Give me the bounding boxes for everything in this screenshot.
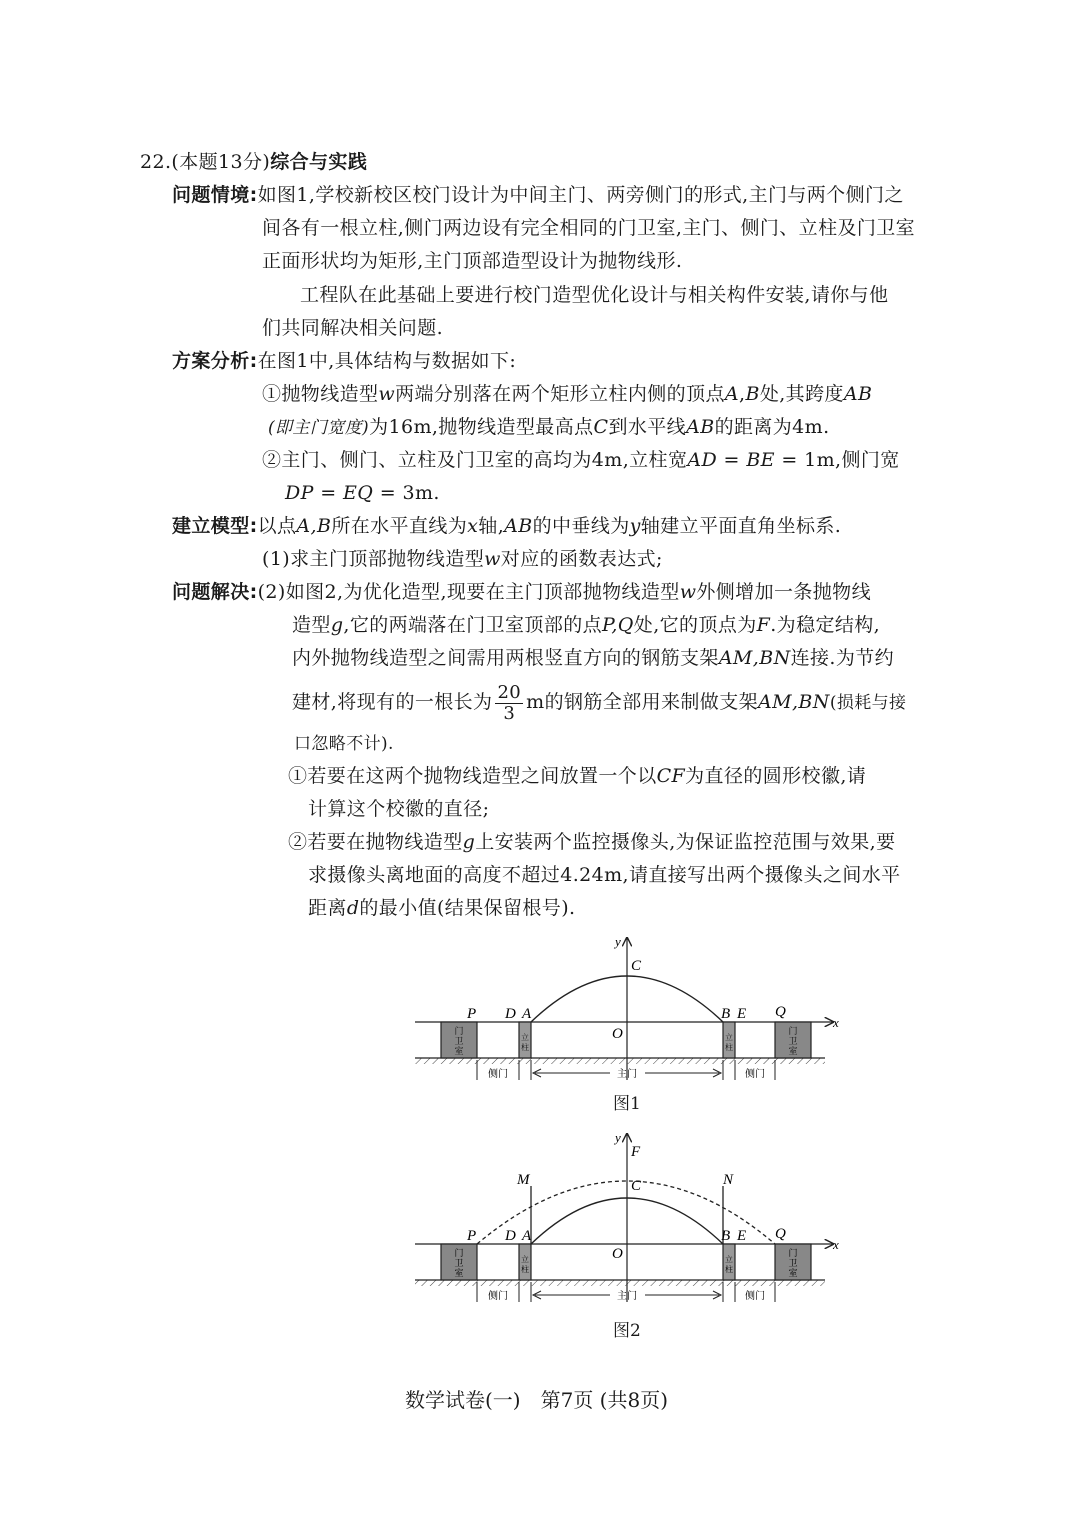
label-F: F [631,1144,641,1160]
solve-text: 造型 [292,614,331,636]
guard-right-label-1: 门 [788,1026,798,1036]
math-symbol: AM,BN [758,691,830,713]
situation-line-2 [262,214,915,242]
pillar-right-label-2: 柱 [725,1043,733,1052]
fraction-numerator: 20 [497,681,522,703]
solve-text: (损耗与接 [829,693,907,713]
analysis-text: = 1m,侧门宽 [774,449,900,471]
analysis-text: = 3m. [373,482,440,504]
label-D: D [505,1006,516,1022]
label-A: A [522,1006,532,1022]
situation-line-4 [300,281,888,309]
guard-left-label-2: 卫 [454,1036,464,1046]
solve-text: 建材,将现有的一根长为 [292,691,493,713]
solve-line-4 [292,682,906,724]
pillar-right-label-2: 柱 [725,1265,733,1274]
analysis-text: 处,其跨度 [759,383,844,405]
main-gate-label: 主门 [617,1291,637,1302]
solve-text: 连接.为节约 [790,647,895,669]
analysis-text: 两端分别落在两个矩形立柱内侧的顶点 [395,383,725,405]
guard-left-label-2: 卫 [454,1258,464,1268]
sub-question-text: 距离 [308,897,347,919]
solve-line-3 [292,644,894,672]
sub-question-text: 上安装两个监控摄像头,为保证监控范围与效果,要 [475,831,896,853]
math-symbol: g [330,614,344,636]
situation-text-5: 们共同解决相关问题. [262,317,444,339]
sub-question-text: 求摄像头离地面的高度不超过4.24m,请直接写出两个摄像头之间水平 [308,864,901,886]
math-symbol: g [462,831,476,853]
model-text: 轴建立平面直角坐标系. [640,515,842,537]
figure-1-diagram [405,930,855,1100]
solve-text: 内外抛物线造型之间需用两根竖直方向的钢筋支架 [292,647,719,669]
label-B: B [721,1006,731,1022]
side-gate-left-label: 侧门 [488,1069,508,1080]
guard-left-label-1: 门 [454,1026,464,1036]
label-y: y [615,1130,621,1145]
problem-number: 22. [140,151,172,173]
sub-question-text: 的最小值(结果保留根号). [359,897,576,919]
math-symbol: C [593,416,609,438]
label-C: C [631,1178,642,1194]
pillar-left-label-2: 柱 [521,1043,529,1052]
sub-question-2-line-2 [308,861,901,889]
math-symbol: CF [656,765,686,787]
figure-1-caption: 图1 [613,1094,641,1114]
solve-text: ,它的两端落在门卫室顶部的点 [343,614,603,636]
math-expression: DP = EQ [285,482,374,504]
math-symbol: F [756,614,771,636]
solve-text: (2)如图2,为优化造型,现要在主门顶部抛物线造型 [257,581,680,603]
solve-line-5 [294,730,394,758]
page-footer: 数学试卷(一) 第7页 (共8页) [405,1388,669,1412]
situation-line-5 [262,314,443,342]
label-A: A [522,1228,532,1244]
problem-title: 综合与实践 [270,151,368,173]
math-symbol: w [679,581,697,603]
guard-right-label-3: 室 [788,1268,798,1278]
pillar-left-label-1: 立 [521,1255,529,1264]
guard-right-label-3: 室 [788,1046,798,1056]
guard-right-label-2: 卫 [788,1258,798,1268]
math-symbol: B [745,383,760,405]
guard-left-label-1: 门 [454,1248,464,1258]
situation-text-4: 工程队在此基础上要进行校门造型优化设计与相关构件安装,请你与他 [300,284,889,306]
model-text: 以点 [257,515,297,537]
solve-text: 口忽略不计). [294,734,394,754]
label-x: x [833,1237,839,1252]
label-O: O [612,1026,623,1042]
math-symbol: AB [504,515,533,537]
question-1-line [262,545,663,573]
model-text: 的中垂线为 [532,515,630,537]
situation-line-3 [262,247,682,275]
pillar-left-label-2: 柱 [521,1265,529,1274]
math-symbol: y [629,515,641,537]
math-symbol: P,Q [602,614,634,636]
analysis-item-1-line-1 [262,380,872,408]
analysis-text: 的距离为4m. [714,416,830,438]
model-line [172,512,841,540]
pillar-left-label-1: 立 [521,1033,529,1042]
math-symbol: w [484,548,501,570]
fraction [495,683,523,724]
label-Q: Q [775,1004,786,1020]
situation-text-3: 正面形状均为矩形,主门顶部造型设计为抛物线形. [262,250,683,272]
model-text: 所在水平直线为 [331,515,468,537]
label-E: E [737,1228,747,1244]
label-N: N [723,1172,734,1188]
analysis-text: ②主门、侧门、立柱及门卫室的高均为4m,立柱宽 [262,449,688,471]
main-gate-label: 主门 [617,1069,637,1080]
label-E: E [737,1006,747,1022]
analysis-item-1-line-2 [268,413,830,442]
analysis-text: 到水平线 [608,416,687,438]
sub-question-1-line-1 [288,762,866,790]
math-symbol: AB [686,416,715,438]
model-text: 轴, [478,515,505,537]
sub-question-text: 为直径的圆形校徽,请 [685,765,867,787]
side-gate-right-label: 侧门 [745,1069,765,1080]
sub-question-text: ②若要在抛物线造型 [288,831,463,853]
analysis-intro: 在图1中,具体结构与数据如下: [257,350,517,372]
analysis-item-2-line-1 [262,446,900,474]
side-gate-left-label: 侧门 [488,1291,508,1302]
math-symbol: AM,BN [718,647,791,669]
label-P: P [467,1228,477,1244]
label-P: P [467,1006,477,1022]
math-symbol: A,B [296,515,332,537]
situation-line-1 [172,181,904,209]
problem-score: (本题13分) [171,151,271,173]
guard-right-label-2: 卫 [788,1036,798,1046]
solve-label: 问题解决: [172,581,258,603]
label-O: O [612,1246,623,1262]
label-x: x [833,1015,839,1030]
analysis-item-2-line-2 [285,479,440,507]
situation-text-2: 间各有一根立柱,侧门两边设有完全相同的门卫室,主门、侧门、立柱及门卫室 [262,217,916,239]
pillar-right-label-1: 立 [725,1033,733,1042]
analysis-text: ①抛物线造型 [262,383,379,405]
math-symbol: w [378,383,396,405]
label-Q: Q [775,1226,786,1242]
math-symbol: AB [843,383,873,405]
label-C: C [631,958,642,974]
guard-right-label-1: 门 [788,1248,798,1258]
question-1-text: 对应的函数表达式; [500,548,663,570]
situation-label: 问题情境: [172,184,258,206]
guard-left-label-3: 室 [454,1046,464,1056]
problem-header [140,148,367,176]
solve-line-2 [292,611,880,639]
label-D: D [505,1228,516,1244]
solve-text: m的钢筋全部用来制做支架 [526,691,758,713]
figure-2-diagram [405,1124,855,1314]
solve-text: .为稳定结构, [770,614,881,636]
sub-question-2-line-3 [308,894,575,922]
side-gate-right-label: 侧门 [745,1291,765,1302]
solve-line-1 [172,578,871,606]
question-1-text: (1)求主门顶部抛物线造型 [262,548,485,570]
model-label: 建立模型: [172,515,258,537]
solve-text: 外侧增加一条抛物线 [696,581,871,603]
label-B: B [721,1228,731,1244]
sub-question-2-line-1 [288,828,895,856]
math-symbol: x [467,515,479,537]
math-symbol: A [724,383,740,405]
label-M: M [517,1172,530,1188]
analysis-label: 方案分析: [172,350,258,372]
sub-question-text: 计算这个校徽的直径; [308,798,490,820]
fraction-denominator: 3 [503,702,516,724]
sub-question-text: ①若要在这两个抛物线造型之间放置一个以 [288,765,657,787]
math-symbol: d [346,897,360,919]
guard-left-label-3: 室 [454,1268,464,1278]
analysis-text: (即主门宽度) [268,418,370,438]
solve-text: 处,它的顶点为 [633,614,757,636]
analysis-intro-line [172,347,516,375]
sub-question-1-line-2 [308,795,489,823]
analysis-text: 为16m,抛物线造型最高点 [369,416,594,438]
label-y: y [615,934,621,949]
figure-2-caption: 图2 [613,1321,641,1341]
math-expression: AD = BE [687,449,775,471]
analysis-text: , [739,383,746,405]
pillar-right-label-1: 立 [725,1255,733,1264]
situation-text-1: 如图1,学校新校区校门设计为中间主门、两旁侧门的形式,主门与两个侧门之 [257,184,904,206]
